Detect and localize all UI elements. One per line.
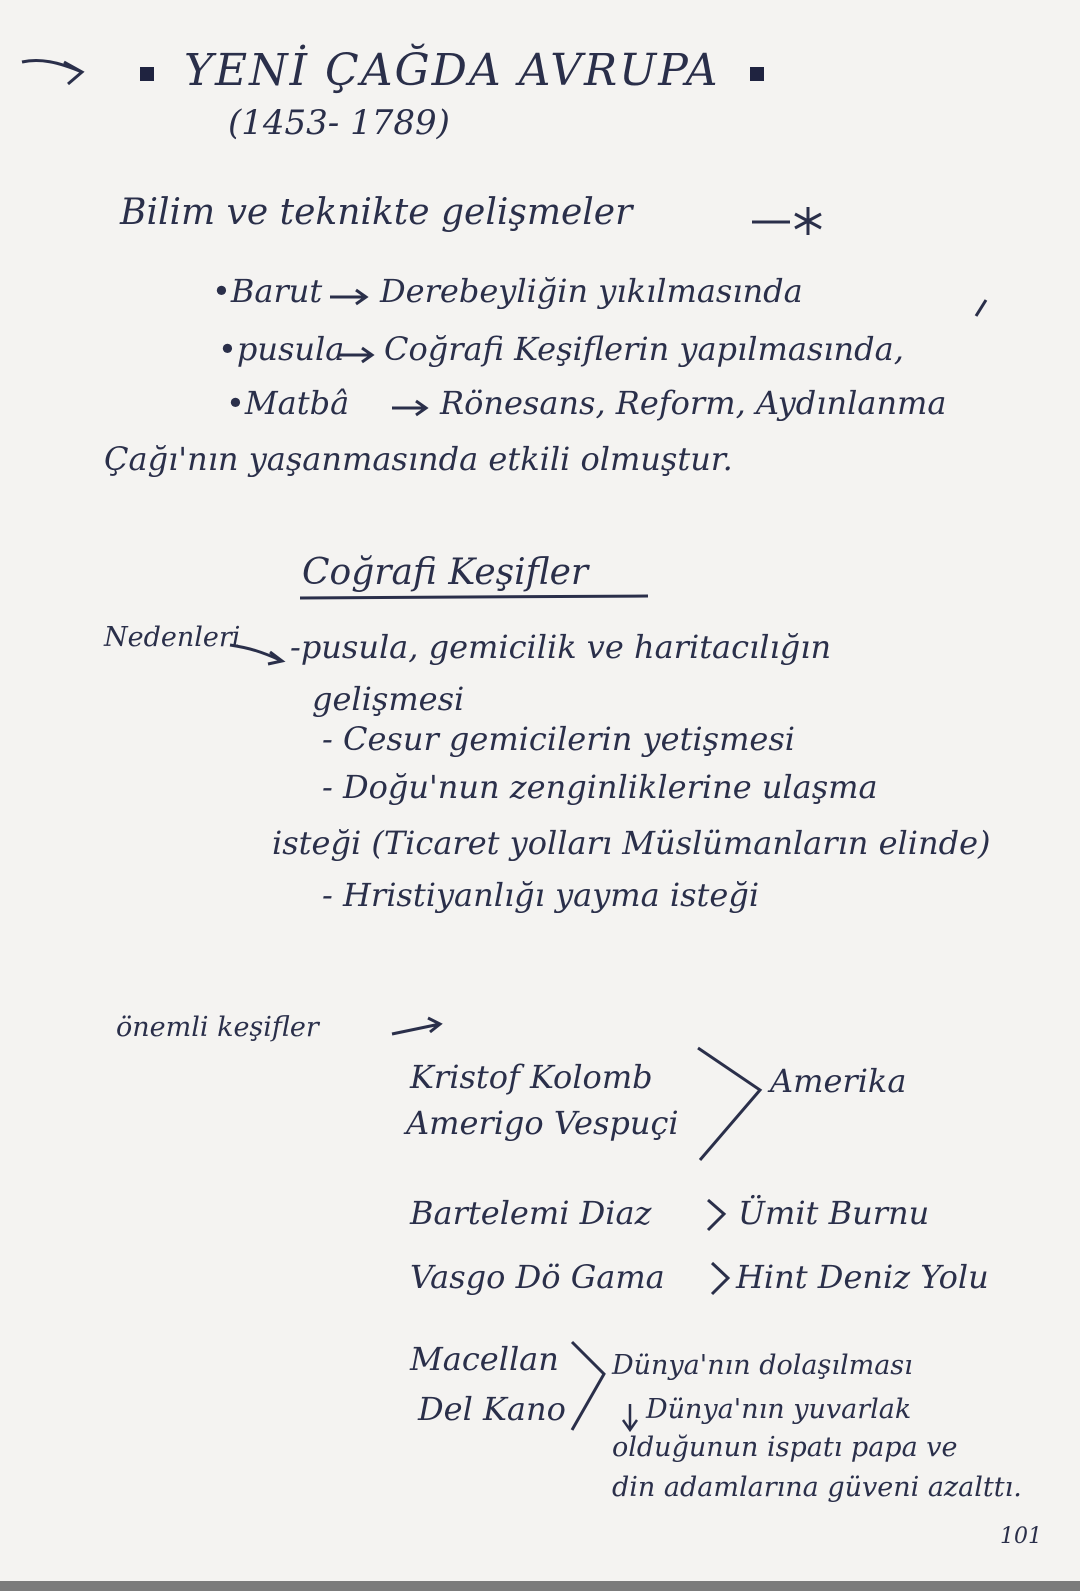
science-heading: Bilim ve teknikte gelişmeler	[120, 192, 633, 233]
bracket	[712, 1263, 728, 1294]
arrow-icon	[330, 290, 366, 304]
explorer-name: Amerigo Vespuçi	[406, 1104, 679, 1142]
reason-line: - Doğu'nun zenginliklerine ulaşma	[322, 768, 878, 806]
explorer-name: Bartelemi Diaz	[410, 1194, 652, 1232]
page-edge	[0, 1581, 1080, 1591]
science-term: •pusula	[218, 330, 345, 368]
reasons-label: Nedenleri	[104, 622, 241, 653]
arrow-icon	[392, 1018, 440, 1034]
arrow-icon	[392, 401, 426, 415]
asterisk-icon	[795, 207, 821, 235]
reason-line: - Cesur gemicilerin yetişmesi	[322, 720, 796, 758]
reason-line: gelişmesi	[312, 680, 465, 718]
bracket	[698, 1048, 760, 1160]
important-label: önemli keşifler	[116, 1012, 319, 1043]
explorer-name: Macellan	[410, 1340, 559, 1378]
discovery-result: Ümit Burnu	[738, 1194, 930, 1232]
discoveries-heading: Coğrafi Keşifler	[302, 552, 589, 593]
science-effect: Coğrafi Keşiflerin yapılmasında,	[384, 330, 904, 368]
reason-line: - Hristiyanlığı yayma isteği	[322, 876, 760, 914]
note-line: Dünya'nın yuvarlak	[646, 1394, 912, 1425]
down-arrow-icon	[623, 1404, 637, 1430]
bullet-square-icon	[140, 67, 154, 81]
discovery-result: Hint Deniz Yolu	[736, 1258, 989, 1296]
note-line: olduğunun ispatı papa ve	[612, 1432, 958, 1463]
explorer-name: Kristof Kolomb	[410, 1058, 653, 1096]
explorer-name: Vasgo Dö Gama	[410, 1258, 665, 1296]
bullet-square-icon	[750, 67, 764, 81]
science-conclusion: Çağı'nın yaşanmasında etkili olmuştur.	[104, 440, 733, 478]
page-number: 101	[1000, 1524, 1042, 1549]
note-line: din adamlarına güveni azalttı.	[612, 1472, 1022, 1503]
discovery-result: Amerika	[770, 1062, 907, 1100]
science-term: •Matbâ	[226, 384, 350, 422]
reason-line: -pusula, gemicilik ve haritacılığın	[290, 628, 832, 666]
science-effect: Rönesans, Reform, Aydınlanma	[440, 384, 947, 422]
discovery-result: Dünya'nın dolaşılması	[612, 1350, 913, 1381]
explorer-name: Del Kano	[418, 1390, 566, 1428]
bracket	[708, 1200, 724, 1230]
title-years: (1453- 1789)	[228, 103, 450, 143]
reason-line: isteği (Ticaret yolları Müslümanların elinde)	[272, 824, 991, 862]
bracket	[572, 1342, 604, 1430]
science-term: •Barut	[212, 272, 323, 310]
page-title: YENİ ÇAĞDA AVRUPA	[140, 45, 764, 96]
corner-arrow-icon	[22, 60, 82, 84]
heading-underline	[300, 596, 648, 598]
science-effect: Derebeyliğin yıkılmasında	[380, 272, 803, 310]
